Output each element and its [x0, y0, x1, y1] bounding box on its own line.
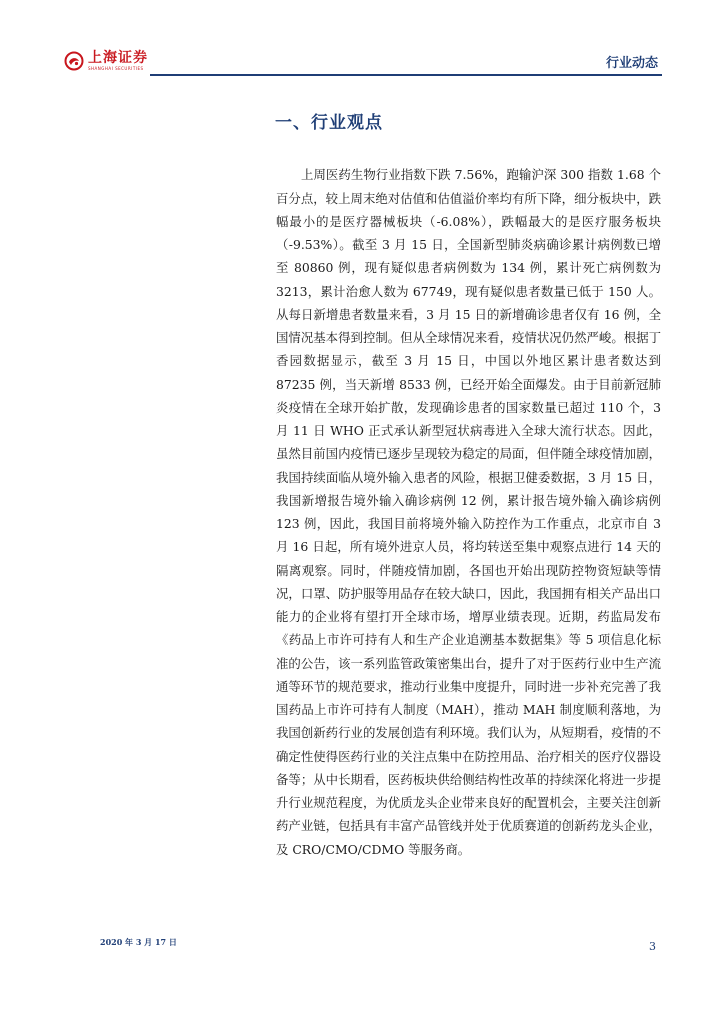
report-category: 行业动态	[605, 56, 658, 71]
header-divider	[150, 74, 662, 76]
page-number: 3	[649, 940, 656, 953]
report-date: 2020 年 3 月 17 日	[100, 937, 177, 947]
brand-emblem-icon	[64, 51, 84, 71]
section-heading: 一、行业观点	[275, 113, 383, 133]
page-header	[0, 0, 724, 80]
brand-logo	[64, 51, 148, 71]
body-paragraph: 上周医药生物行业指数下跌 7.56%，跑输沪深 300 指数 1.68 个百分点，较上周末绝对估值和估值溢价率均有所下降，细分板块中，跌幅最小的是医疗器械板块（-6.08%），跌幅最大的是医疗服务板块（-9.53%）。截至 3 月 15 日，全国新型肺炎病确诊累计病例数已增至 80860 例，现有疑似患者病例数为 134 例，累计死亡病例数为 3213，累计治愈人数为 67749，现有疑似患者数量已低于 150 人。从每日新增患者数量来看，3 月 15 日的新增确诊患者仅有 16 例，全国情况基本得到控制。但从全球情况来看，疫情状况仍然严峻。根据丁香园数据显示，截至 3 月 15 日，中国以外地区累计患者数达到 87235 例，当天新增 8533 例，已经开始全面爆发。由于目前新冠肺炎疫情在全球开始扩散，发现确诊患者的国家数量已超过 110 个，3 月 11 日 WHO 正式承认新型冠状病毒进入全球大流行状态。因此，虽然目前国内疫情已逐步呈现较为稳定的局面，但伴随全球疫情加剧，我国持续面临从境外输入患者的风险，根据卫健委数据，3 月 15 日，我国新增报告境外输入确诊病例 12 例，累计报告境外输入确诊病例 123 例，因此，我国目前将境外输入防控作为工作重点，北京市自 3 月 16 日起，所有境外进京人员，将均转送至集中观察点进行 14 天的隔离观察。同时，伴随疫情加剧，各国也开始出现防控物资短缺等情况，口罩、防护服等用品存在较大缺口，因此，我国拥有相关产品出口能力的企业将有望打开全球市场，增厚业绩表现。近期，药监局发布《药品上市许可持有人和生产企业追溯基本数据集》等 5 项信息化标准的公告，该一系列监管政策密集出台，提升了对于医药行业中生产流通等环节的规范要求，推动行业集中度提升，同时进一步补充完善了我国药品上市许可持有人制度（MAH），推动 MAH 制度顺利落地，为我国创新药行业的发展创造有利环境。我们认为，从短期看，疫情的不确定性使得医药行业的关注点集中在防控用品、治疗相关的医疗仪器设备等；从中长期看，医药板块供给侧结构性改革的持续深化将进一步提升行业规范程度，为优质龙头企业带来良好的配置机会，主要关注创新药产业链，包括具有丰富产品管线并处于优质赛道的创新药龙头企业，及 CRO/CMO/CDMO 等服务商。	[276, 167, 661, 857]
logo-chinese-name: 上海证券	[88, 50, 148, 66]
logo-english-name: SHANGHAI SECURITIES	[88, 66, 144, 71]
